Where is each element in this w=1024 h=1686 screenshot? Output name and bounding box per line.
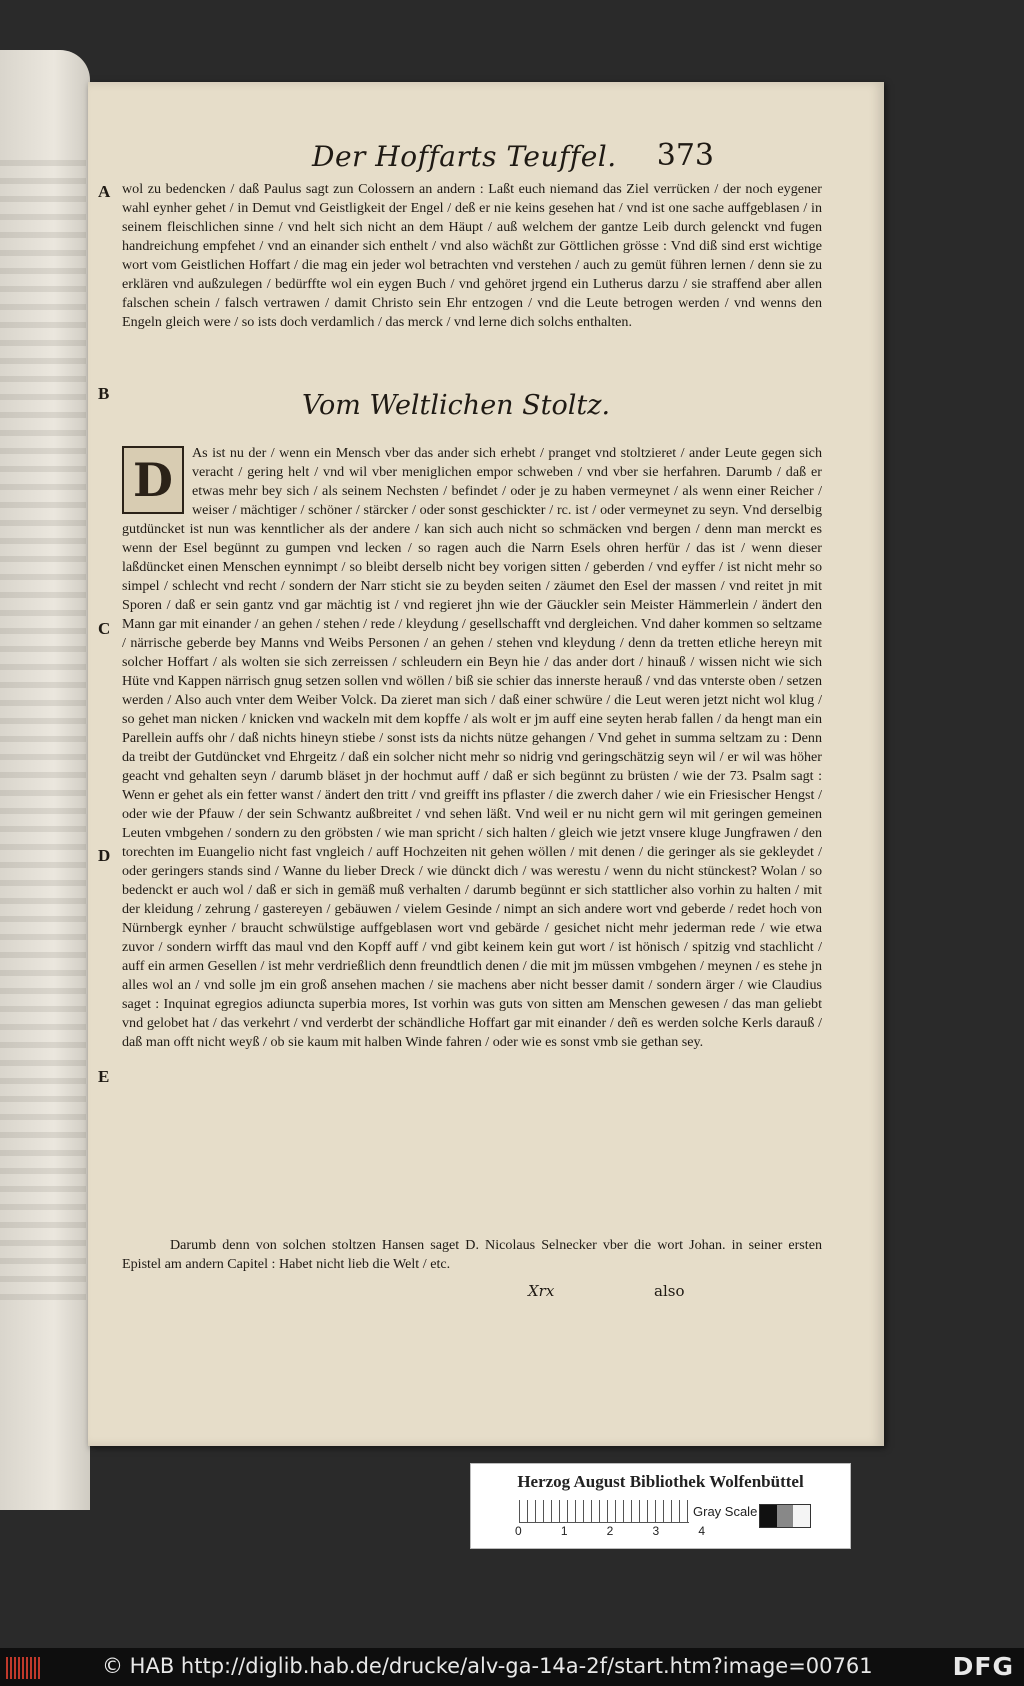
copyright-url[interactable]: © HAB http://diglib.hab.de/drucke/alv-ga-14a-2f/start.htm?image=00761 bbox=[102, 1654, 873, 1678]
paragraph-main bbox=[122, 444, 822, 1224]
running-title: Der Hoffarts Teuffel. bbox=[312, 140, 617, 173]
paragraph-closing: Darumb denn von solchen stoltzen Hansen saget D. Nicolaus Selnecker vber die wort Johan. in seiner ersten Epistel am andern Capitel : Habet nicht lieb die Welt / etc. bbox=[122, 1237, 822, 1272]
scanned-page bbox=[88, 82, 884, 1446]
gray-swatch-mid bbox=[777, 1505, 794, 1527]
ruler-number: 2 bbox=[606, 1524, 614, 1538]
decorated-initial: D bbox=[122, 446, 184, 514]
previous-page-edge bbox=[0, 50, 90, 1510]
paragraph-main-text: As ist nu der / wenn ein Mensch vber das ander sich erhebt / pranget vnd stoltzieret / ander Leute gegen sich veracht / gering helt / vnd wil vber meniglichen empor schweben / vnd vber sie herfahren. Darumb / daß er etwas mehr bey sich / als seinem Nechsten / befindet / oder je zu haben vermeynet / als wenn einer Reicher / weiser / mächtiger / schöner / stärcker / oder sonst geschickter / rc. ist / oder vermeynet zu seyn. Vnd derselbig gutdüncket ist nun was kenntlicher als der andere / kan sich auch nicht so schmäcken vnd bergen / denn man merckt es wenn der Esel begünnt zu gumpen vnd lecken / so ragen auch die Narrn Esels ohren herfür / das ist / wenn dieser laßdüncket einen Menschen eynnimpt / so bleibt derselb nicht bey vorigen sitten / geberden / vnd eyffer / ist nicht mehr so simpel / schlecht vnd recht / sondern der Narr sticht sie zu beyden seiten / zäumet den Esel der massen / vnd reitet jn mit Sporen / daß er sein gantz vnd gar mächtig ist / vnd regieret jhn wie der Gäuckler sein Meister Hämmerlein / ändert den Mann gar mit einander / an gehen / stehen / rede / kleydung / gesellschafft vnd dergleichen. Vnd daher kommen so seltzame / närrische geberde bey Manns vnd Weibs Personen / an gehen / stehen vnd kleydung / denn da tretten etliche hereyn mit solcher Hoffart / als wolten sie sich zerreissen / schleudern ein Beyn hie / das ander dort / hinauß / wissen nicht wie sich Hüte vnd Kappen närrisch gnug setzen sollen vnd wöllen / biß sie schier das innerste herauß / vnd das vnterste oben / setzen werden / Also auch vnter dem Weiber Volck. Da zieret man sich / daß einer schwüre / die Leut weren jetzt nicht wol klug / so gehet man nicken / knicken vnd wackeln mit dem kopffe / als wolt er jm auff eine seyten herab fallen / da hengt man ein Parellein auffs ohr / daß nichts hineyn stiebe / sonst ists da nichts nütze gehangen / Vnd gehet in summa seltzam zu : Denn da treibt der Gutdüncket vnd Ehrgeitz / daß ein solcher nicht mehr so nidrig vnd geringschätzig seyn wil / er wil was höher geacht vnd gehalten seyn / darumb bläset jn der hochmut auff / daß er sich begünnt zu brüsten / wie der 73. Psalm sagt : Wenn er gehet als ein fetter wanst / ändert den tritt / vnd greifft ins pflaster / die zwerch daher / wie ein Friesischer Hengst / oder wie der Pfauw / der sein Schwantz außbreitet / vnd sehen läßt. Vnd weil er nu nicht gern wil mit geringen gemeinen Leuten vmbgehen / sondern zu den gröbsten / wie man spricht / sich halten / gleich wie jetzt vnsere kluge Jungfrawen / den torechten im Euangelio nicht fast vngleich / auff Hochzeiten nit gehen wöllen / mit denen / die geringer als sie gekleydet / oder geringers stands sind / Wanne du lieber Dreck / wie dünckt dich / was werestu / wenn du nicht stünckest? Wolan / so bedenckt er auch wol / daß er sich in gemäß muß verhalten / darumb begünnt er sich stattlicher also vorhin zu halten / mit der kleidung / zehrung / gastereyen / gebäuwen / vielem Gesinde / nimpt an sich andere wort vnd geberde / redet hoch von Nürnbergk eynher / braucht schwülstige auffgeblasen wort vnd gebärde / gesichet nicht mehr jederman rede / wie etwa zuvor / sondern wirfft das maul vnd den Kopff auff / vnd gibt keinem kein gut wort / ist hönisch / spitzig vnd stachlicht / auff ein armen Gesellen / ist mehr verdrießlich denn freundtlich denen / die mit jm müssen vmbgehen / meynen / es stehe jn alles wol an / vnd solle jm ein groß ansehen machen / sie machens aber nicht besser damit / sondern ärger / wie Claudius saget : Inquinat egregios adiuncta superbia mores, Ist vorhin was guts von sitten am Menschen gewesen / das man geliebt vnd gelobet hat / das verkehrt / vnd verderbt der schändliche Hoffart gar mit einander / deñ es werden solche Kerls darauß / daß man offt nicht weyß / ob sie kaum mit halben Winde fahren / oder wie es sonst vmb sie gethan sey. bbox=[122, 445, 822, 1050]
viewer-footer bbox=[0, 1648, 1024, 1686]
ruler-number: 4 bbox=[698, 1524, 705, 1538]
margin-letter-d: D bbox=[98, 846, 111, 865]
margin-letter-c: C bbox=[98, 619, 111, 638]
gray-scale-swatch bbox=[759, 1504, 811, 1528]
gray-scale-label: Gray Scale bbox=[693, 1504, 758, 1519]
page-header bbox=[88, 140, 884, 180]
ruler-number: 0 bbox=[515, 1524, 522, 1538]
dfg-logo: DFG bbox=[952, 1652, 1014, 1681]
signature-mark: Xrx bbox=[528, 1282, 555, 1300]
page-number: 373 bbox=[656, 138, 714, 173]
scale-ruler bbox=[519, 1500, 689, 1523]
gray-swatch-light bbox=[793, 1505, 810, 1527]
ruler-number: 3 bbox=[652, 1524, 660, 1538]
margin-letter-b: B bbox=[98, 384, 110, 403]
ruler-number: 1 bbox=[560, 1524, 568, 1538]
section-heading: Vom Weltlichen Stoltz. bbox=[301, 390, 611, 421]
library-label: Herzog August Bibliothek Wolfenbüttel bbox=[517, 1472, 804, 1491]
color-calibration-card bbox=[470, 1463, 851, 1549]
gray-swatch-dark bbox=[760, 1505, 777, 1527]
catchword: also bbox=[654, 1282, 685, 1300]
hab-logo-icon bbox=[6, 1657, 42, 1679]
ruler-numbers bbox=[515, 1524, 705, 1538]
margin-letter-a: A bbox=[98, 182, 111, 201]
bleed-through-text bbox=[0, 160, 86, 1310]
margin-letter-e: E bbox=[98, 1067, 110, 1086]
paragraph-intro: wol zu bedencken / daß Paulus sagt zun Colossern an andern : Laßt euch niemand das Ziel verrücken / der noch eygener wahl eynher gehet / in Demut vnd Geistligkeit der Engel / deß er nie keins gesehen hat / vnd ist one sache auffgeblasen / in seinem fleischlichen sinne / vnd helt sich nicht an dem Häupt / auß welchem der gantze Leib durch gelenckt vnd fugen handreichung empfehet / vnd an einander sich enthelt / vnd also wächßt zur Göttlichen grösse : Vnd diß sind erst wichtige wort vom Geistlichen Hoffart / die mag ein jeder wol betrachten vnd verstehen / auch zu gemüt führen lernen / denn sie zu erklären vnd außzulegen / bedürffte wol ein eygen Buch / vnd gehöret jrgend ein Lutherus darzu / sie straffend aber allen falschen schein / falsch vertrawen / damit Christo sein Ehr entzogen / vnd die Leute betrogen werden / vnd wenns den Engeln gleich were / so ists doch verdamlich / das merck / vnd lerne dich solchs enthalten. bbox=[122, 181, 822, 330]
